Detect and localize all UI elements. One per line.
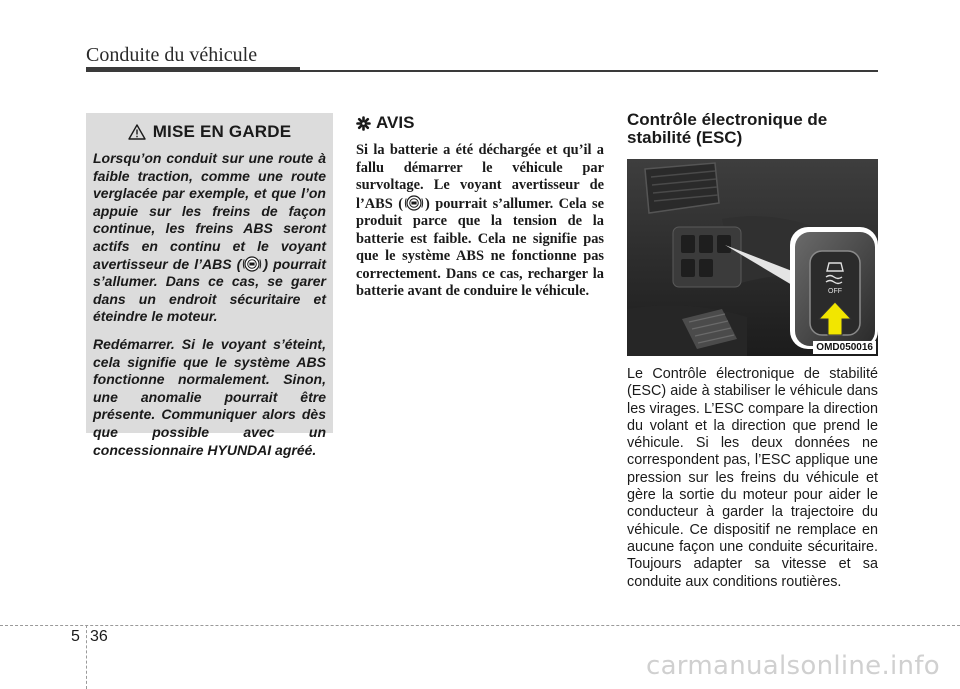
warning-header [93,122,326,142]
section-number: 5 [71,628,80,645]
warning-box [86,113,333,458]
footer-rule [0,625,960,626]
warning-title: MISE EN GARDE [152,122,292,141]
warning-text-part2: ) pourrait s’allumer. Dans ce cas, se garer dans un endroit sécuritaire et éteindre le moteur. [93,255,326,325]
esc-button-label: OFF [828,288,842,295]
page-number: 36 [90,628,108,645]
abs-warning-icon [404,195,424,211]
warning-text-part1: Lorsqu’on conduit sur une route à faible traction, comme une route verglacée par exemple, et que l’on appuie sur les freins de façon continue, les freins ABS seront actifs en continu et le voyant avertisseur de l’ABS ( [93,150,326,272]
warning-paragraph-1 [93,150,326,326]
avis-text-part1: Si la batterie a été déchargée et qu’il a fallu démarrer le véhicule par survoltage. Le voyant avertisseur de l’ABS ( [356,142,604,212]
avis-paragraph [356,142,604,301]
avis-section [356,113,604,301]
watermark: carmanualsonline.info [645,651,940,681]
avis-header [356,113,604,133]
header-rule-thin [300,70,878,72]
warning-paragraph-2: Redémarrer. Si le voyant s’éteint, cela signifie que le système ABS fonctionne normalement. Sinon, une anomalie pourrait être présente. Communiquer alors dès que possible avec un concessionnaire HYUNDAI agréé. [93,335,326,458]
abs-warning-icon [242,256,262,272]
avis-title: AVIS [376,113,415,132]
dashboard-illustration [627,159,878,356]
warning-triangle-icon [128,124,146,140]
page-header-title: Conduite du véhicule [86,44,258,66]
footer-divider [86,625,87,689]
photo-caption: OMD050016 [813,341,876,354]
esc-photo [627,159,878,356]
esc-section [627,111,878,591]
esc-title: Contrôle électronique de stabilité (ESC) [627,110,828,147]
esc-paragraph: Le Contrôle électronique de stabilité (ESC) aide à stabiliser le véhicule dans les virages. L’ESC compare la direction du volant et la direction que prend le véhicule. Si les deux données ne correspondent pas, l’ESC applique une pression sur les freins du véhicule et gère la sortie du moteur pour aider le conducteur à garder la trajectoire du véhicule. Ce dispositif ne remplace en aucune façon une conduite sécuritaire. Toujours adapter sa vitesse et sa conduite aux conditions routières. [627,366,878,590]
asterisk-icon [356,116,371,131]
avis-text-part2: ) pourrait s’allumer. Cela se produit parce que la tension de la batterie est faible. Cela ne signifie pas que le système ABS ne fonctionne pas correctement. Dans ce cas, recharger la batterie avant de conduire le véhicule. [356,195,604,299]
header-rule-thick [86,67,300,72]
